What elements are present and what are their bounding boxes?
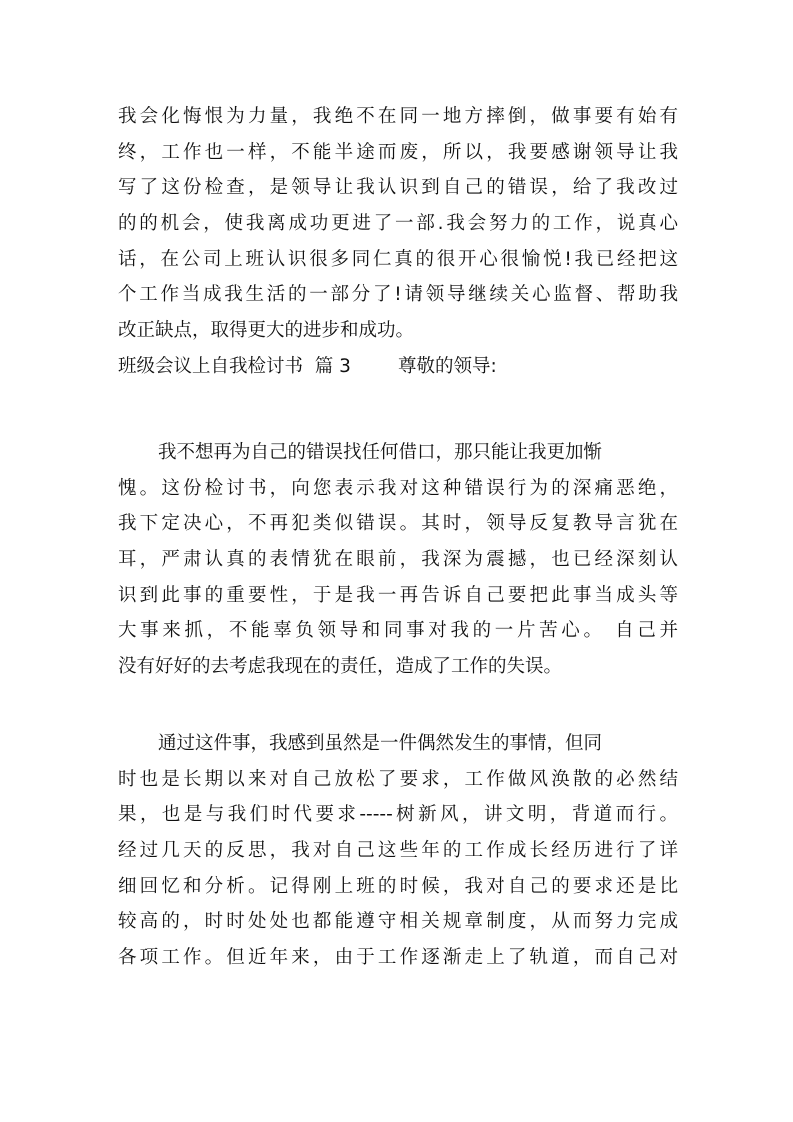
paragraph-1-line-4: 的的机会，使我离成功更进了一部.我会努力的工作，说真心 (118, 213, 678, 235)
paragraph-2-line-1: 我不想再为自己的错误找任何借口，那只能让我更加惭 (158, 442, 603, 463)
paragraph-3-line-6: 较高的，时时处处也都能遵守相关规章制度，从而努力完成 (118, 911, 678, 933)
paragraph-1-line-7: 改正缺点，取得更大的进步和成功。 (118, 320, 415, 342)
paragraph-1-line-1: 我会化悔恨为力量，我绝不在同一地方摔倒，做事要有始有 (118, 106, 678, 127)
paragraph-2-line-3: 我下定决心，不再犯类似错误。其时，领导反复教导言犹在 (118, 513, 678, 535)
paragraph-1-line-6: 个工作当成我生活的一部分了!请领导继续关心监督、帮助我 (118, 284, 678, 306)
paragraph-3-line-3: 果，也是与我们时代要求-----树新风，讲文明，背道而行。 (118, 804, 678, 826)
section-heading: 班级会议上自我检讨书 篇 3 尊敬的领导: (118, 355, 497, 377)
paragraph-2-line-5: 识到此事的重要性，于是我一再告诉自己要把此事当成头等 (118, 584, 678, 606)
paragraph-1-line-2: 终，工作也一样，不能半途而废，所以，我要感谢领导让我 (118, 141, 678, 163)
paragraph-3 (118, 726, 678, 976)
paragraph-1-line-3: 写了这份检查，是领导让我认识到自己的错误，给了我改过 (118, 177, 678, 199)
paragraph-3-line-2: 时也是长期以来对自己放松了要求，工作做风涣散的必然结 (118, 768, 678, 790)
paragraph-2-line-6: 大事来抓，不能辜负领导和同事对我的一片苦心。 自己并 (118, 620, 678, 642)
paragraph-1-line-5: 话，在公司上班认识很多同仁真的很开心很愉悦!我已经把这 (118, 248, 678, 270)
paragraph-2-line-2: 愧。这份检讨书，向您表示我对这种错误行为的深痛恶绝， (118, 477, 678, 499)
paragraph-3-line-5: 细回忆和分析。记得刚上班的时候，我对自己的要求还是比 (118, 875, 678, 897)
paragraph-2 (118, 435, 678, 685)
paragraph-1 (118, 99, 678, 385)
paragraph-3-line-7: 各项工作。但近年来，由于工作逐渐走上了轨道，而自己对 (118, 947, 678, 969)
paragraph-2-line-4: 耳，严肃认真的表情犹在眼前，我深为震撼，也已经深刻认 (118, 549, 678, 571)
paragraph-2-line-7: 没有好好的去考虑我现在的责任，造成了工作的失误。 (118, 656, 563, 678)
paragraph-3-line-1: 通过这件事，我感到虽然是一件偶然发生的事情，但同 (158, 733, 603, 754)
paragraph-3-line-4: 经过几天的反思，我对自己这些年的工作成长经历进行了详 (118, 840, 678, 862)
